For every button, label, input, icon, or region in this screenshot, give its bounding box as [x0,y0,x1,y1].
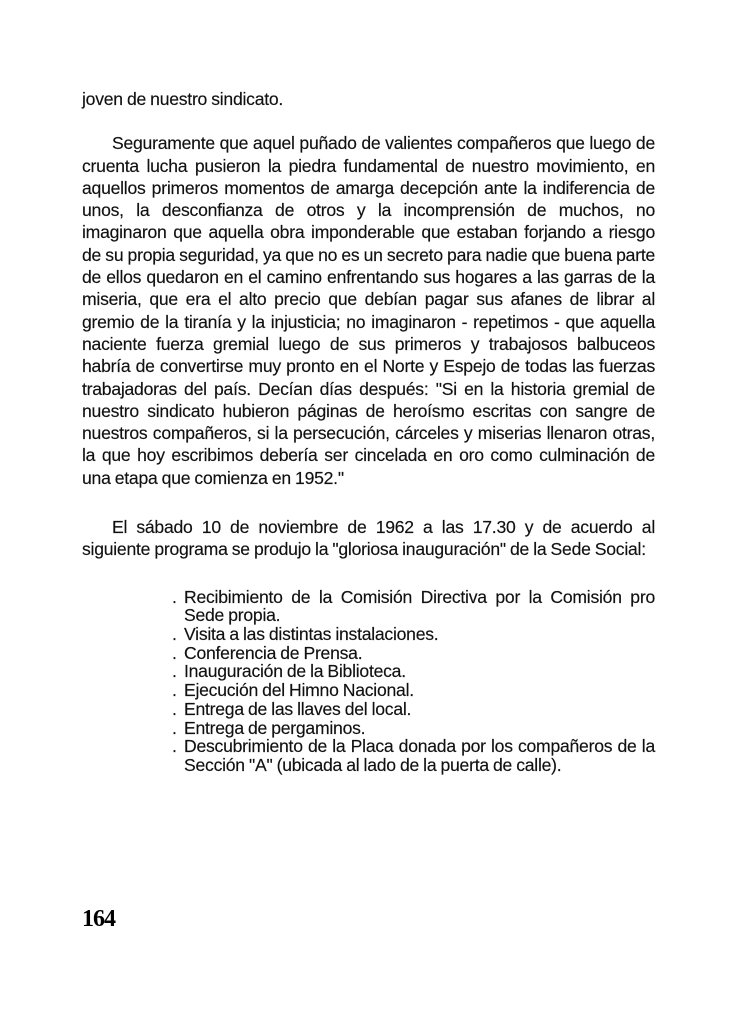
list-item-text: Ejecución del Himno Nacional. [184,680,414,701]
bullet-dot: . [172,624,177,645]
list-item-text: Entrega de pergaminos. [184,717,366,738]
bullet-dot: . [172,736,177,757]
list-item [172,662,655,681]
list-item-text: Recibimiento de la Comisión Directiva por la Comisión pro Sede propia. [184,586,655,626]
bullet-dot: . [172,661,177,682]
paragraph-continuation: joven de nuestro sindicato. [82,89,284,109]
list-item-text: Entrega de las llaves del local. [184,698,412,719]
bullet-dot: . [172,680,177,701]
bullet-dot: . [172,642,177,663]
list-item [172,719,655,738]
paragraph-inauguration: El sábado 10 de noviembre de 1962 a las 17.30 y de acuerdo al siguiente programa se produjo la "gloriosa inauguración" de la Sede Social: [82,517,655,560]
program-list [172,588,655,775]
bullet-dot: . [172,698,177,719]
list-item [172,625,655,644]
list-item-text: Visita a las distintas instalaciones. [184,624,439,645]
list-item [172,681,655,700]
list-item-text: Conferencia de Prensa. [184,642,363,663]
list-item-text: Descubrimiento de la Placa donada por los compañeros de la Sección "A" (ubicada al lado de la puerta de calle). [184,736,655,775]
list-item-text: Inauguración de la Biblioteca. [184,661,406,682]
list-item [172,644,655,663]
page-number: 164 [82,906,115,932]
list-item [172,588,655,625]
paragraph-founders: Seguramente que aquel puñado de valientes compañeros que luego de cruenta lucha pusieron la piedra fundamental de nuestro movimiento, en aquellos primeros momentos de amarga decepción ante la indiferencia de unos, la desconfianza de otros y la incomprensión de muchos, no imaginaron que aquella obra imponderable que estaban forjando a riesgo de su propia seguridad, ya que no es un secreto para nadie que buena parte de ellos quedaron en el camino enfrentando sus hogares a las garras de la miseria, que era el alto precio que debían pagar sus afanes de librar al gremio de la tiranía y la injusticia; no imaginaron - repetimos - que aquella naciente fuerza gremial luego de sus primeros y trabajosos balbuceos habría de convertirse muy pronto en el Norte y Espejo de todas las fuerzas trabajadoras del país. Decían días después: "Si en la historia gremial de nuestro sindicato hubieron páginas de heroísmo escritas con sangre de nuestros compañeros, si la persecución, cárceles y miserias llenaron otras, la que hoy escribimos debería ser cincelada en oro como culminación de una etapa que comienza en 1952." [82,133,655,488]
bullet-dot: . [172,717,177,738]
list-item [172,700,655,719]
document-page [82,88,655,775]
list-item [172,737,655,774]
bullet-dot: . [172,586,177,607]
